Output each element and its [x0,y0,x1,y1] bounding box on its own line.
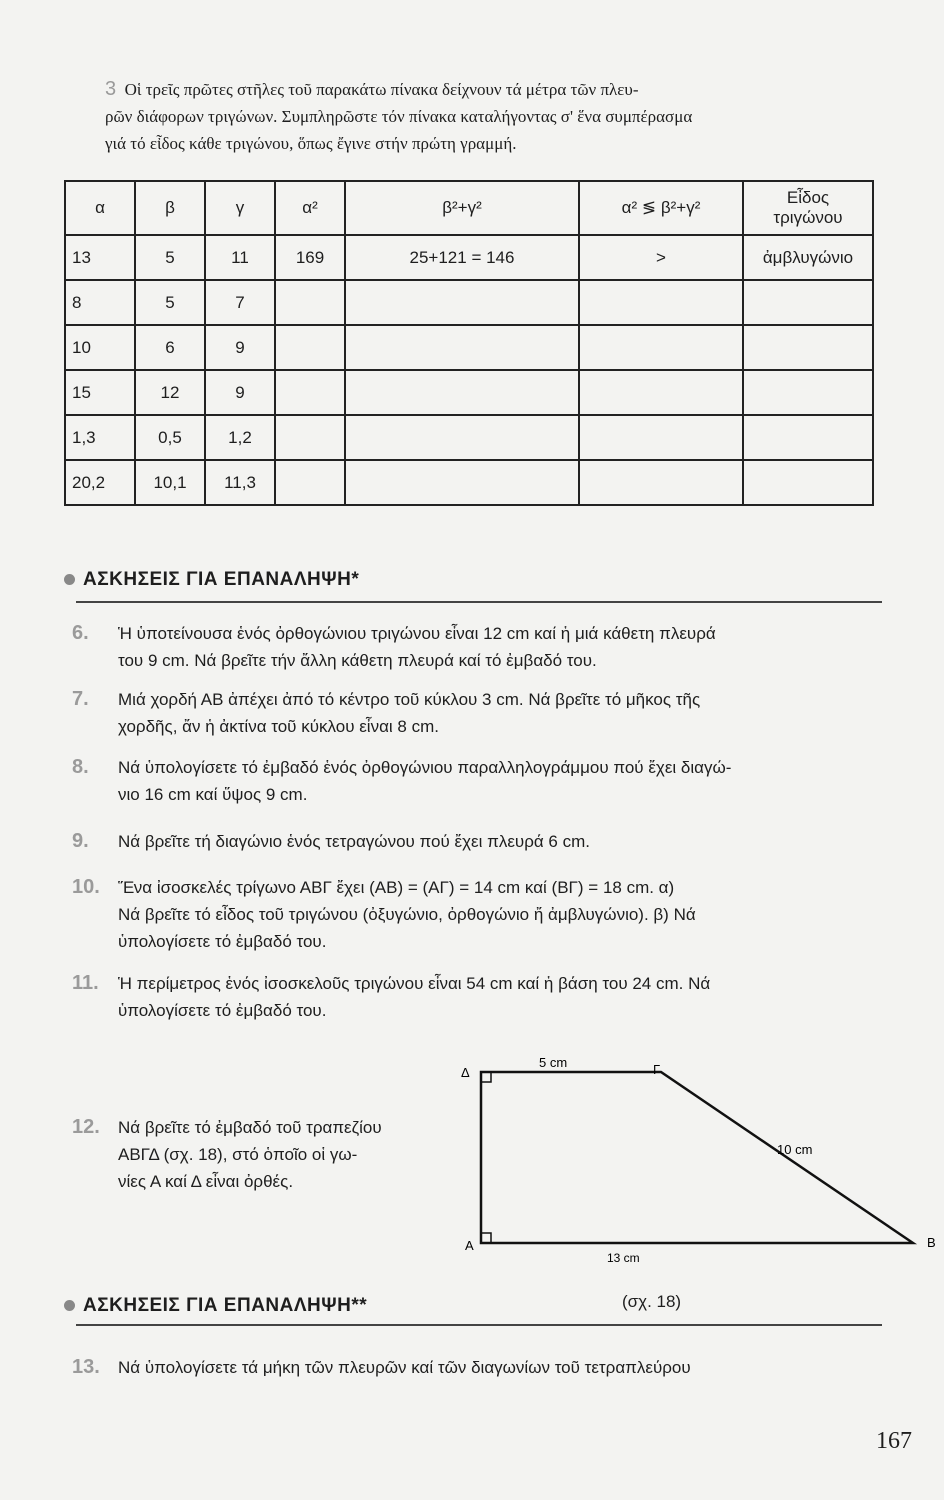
cell [579,370,743,415]
section-heading-review-2: ΑΣΚΗΣΕΙΣ ΓΙΑ ΕΠΑΝΑΛΗΨΗ** [64,1295,367,1317]
exercise-number: 9. [72,830,89,852]
cell: 1,2 [205,415,275,460]
exercise-number: 7. [72,688,89,710]
cell: 5 [135,280,205,325]
exercise-7: 7. Μιά χορδή ΑΒ ἀπέχει ἀπό τό κέντρο τοῦ κύκλου 3 cm. Νά βρεῖτε τό μῆκος τῆς χορδῆς, ἄν ἡ ἀκτίνα τοῦ κύκλου εἶναι 8 cm. [72,688,701,736]
cell [345,415,579,460]
trapezoid-figure [455,1050,944,1265]
cell: 15 [65,370,135,415]
table-header-row [65,181,873,235]
cell [743,325,873,370]
exercise-number: 13. [72,1356,100,1378]
cell: 0,5 [135,415,205,460]
vertex-d-label: Δ [461,1065,470,1080]
cell: 6 [135,325,205,370]
cell: 8 [65,280,135,325]
cell: > [579,235,743,280]
cell [345,460,579,505]
header-a: α [65,181,135,235]
cell: 11,3 [205,460,275,505]
cell [345,325,579,370]
bullet-icon [64,1300,75,1311]
cell: 5 [135,235,205,280]
exercise-8: 8. Νά ὑπολογίσετε τό ἐμβαδό ἑνός ὀρθογώνιου παραλληλογράμμου πού ἔχει διαγώ- νιο 16 cm καί ὕψος 9 cm. [72,756,732,804]
exercise-11: 11. Ἡ περίμετρος ἑνός ἰσοσκελοῦς τριγώνου εἶναι 54 cm καί ἡ βάση του 24 cm. Νά ὑπολογίσετε τό ἐμβαδό του. [72,972,711,1020]
section-heading-review-1: ΑΣΚΗΣΕΙΣ ΓΙΑ ΕΠΑΝΑΛΗΨΗ* [64,569,359,591]
cell: 11 [205,235,275,280]
exercise-number: 10. [72,876,100,898]
exercise-3-intro [105,76,895,157]
exercise-6: 6. Ἡ ὑποτείνουσα ἑνός ὀρθογώνιου τριγώνου εἶναι 12 cm καί ἡ μιά κάθετη πλευρά του 9 cm. Νά βρεῖτε τήν ἄλλη κάθετη πλευρά καί τό ἐμβαδό του. [72,622,716,670]
cell: 10,1 [135,460,205,505]
cell: 7 [205,280,275,325]
cell [275,325,345,370]
exercise-number: 12. [72,1116,100,1138]
header-comparison: α² ≶ β²+γ² [579,181,743,235]
right-angle-d [481,1072,491,1082]
table-row [65,370,873,415]
cell [579,415,743,460]
cell: 13 [65,235,135,280]
slant-side-label: 10 cm [777,1142,813,1157]
header-triangle-type: Εἶδος τριγώνου [743,181,873,235]
table-row [65,415,873,460]
table-row [65,325,873,370]
cell [345,370,579,415]
exercise-9: 9. Νά βρεῖτε τή διαγώνιο ἑνός τετραγώνου πού ἔχει πλευρά 6 cm. [72,828,892,855]
cell [743,460,873,505]
exercise-13: 13. Νά ὑπολογίσετε τά μήκη τῶν πλευρῶν καί τῶν διαγωνίων τοῦ τετραπλεύρου [72,1354,892,1381]
right-angle-a [481,1233,491,1243]
section-divider [76,601,882,603]
cell: 10 [65,325,135,370]
exercise-10: 10. Ἕνα ἰσοσκελές τρίγωνο ΑΒΓ ἔχει (ΑΒ) = (ΑΓ) = 14 cm καί (ΒΓ) = 18 cm. α) Νά βρεῖτε τό εἶδος τοῦ τριγώνου (ὀξυγώνιο, ὀρθογώνιο ἤ ἀμβλυγώνιο). β) Νά ὑπολογίσετε τό ἐμβαδό του. [72,876,696,951]
table-row [65,460,873,505]
trapezoid-shape [481,1072,913,1243]
header-a-squared: α² [275,181,345,235]
cell: ἀμβλυγώνιο [743,235,873,280]
cell [579,280,743,325]
cell [743,280,873,325]
table-row [65,235,873,280]
cell [275,415,345,460]
cell: 9 [205,325,275,370]
exercise-number: 11. [72,972,99,994]
cell [579,325,743,370]
header-b: β [135,181,205,235]
intro-line-2: ρῶν διάφορων τριγώνων. Συμπληρῶστε τόν πίνακα καταλήγοντας σ' ἕνα συμπέρασμα [105,107,693,126]
exercise-12: 12. Νά βρεῖτε τό ἐμβαδό τοῦ τραπεζίου ΑΒΓΔ (σχ. 18), στό ὁποῖο οἱ γω- νίες Α καί Δ εἶναι ὀρθές. [72,1116,382,1191]
top-side-label: 5 cm [539,1055,568,1070]
exercise-number: 8. [72,756,89,778]
triangle-table [64,180,874,506]
cell [275,460,345,505]
cell: 9 [205,370,275,415]
cell [275,280,345,325]
intro-line-1: 3 Οἱ τρεῖς πρῶτες στῆλες τοῦ παρακάτω πίνακα δείχνουν τά μέτρα τῶν πλευ- [105,78,639,100]
page-number: 167 [876,1428,912,1454]
figure-caption: (σχ. 18) [622,1292,682,1311]
vertex-b-label: Β [927,1235,936,1250]
section-divider [76,1324,882,1326]
vertex-g-label: Γ [653,1062,661,1077]
cell: 20,2 [65,460,135,505]
cell: 25+121 = 146 [345,235,579,280]
header-c: γ [205,181,275,235]
table-row [65,280,873,325]
exercise-number: 6. [72,622,89,644]
vertex-a-label: Α [465,1238,474,1253]
cell [345,280,579,325]
cell [275,370,345,415]
cell: 1,3 [65,415,135,460]
bottom-side-label: 13 cm [607,1251,640,1265]
cell: 12 [135,370,205,415]
header-sum-squares: β²+γ² [345,181,579,235]
exercise-3-number: 3 [105,78,117,100]
cell [743,415,873,460]
cell [579,460,743,505]
cell [743,370,873,415]
intro-line-3: γιά τό εἶδος κάθε τριγώνου, ὅπως ἔγινε στήν πρώτη γραμμή. [105,134,517,153]
cell: 169 [275,235,345,280]
bullet-icon [64,574,75,585]
